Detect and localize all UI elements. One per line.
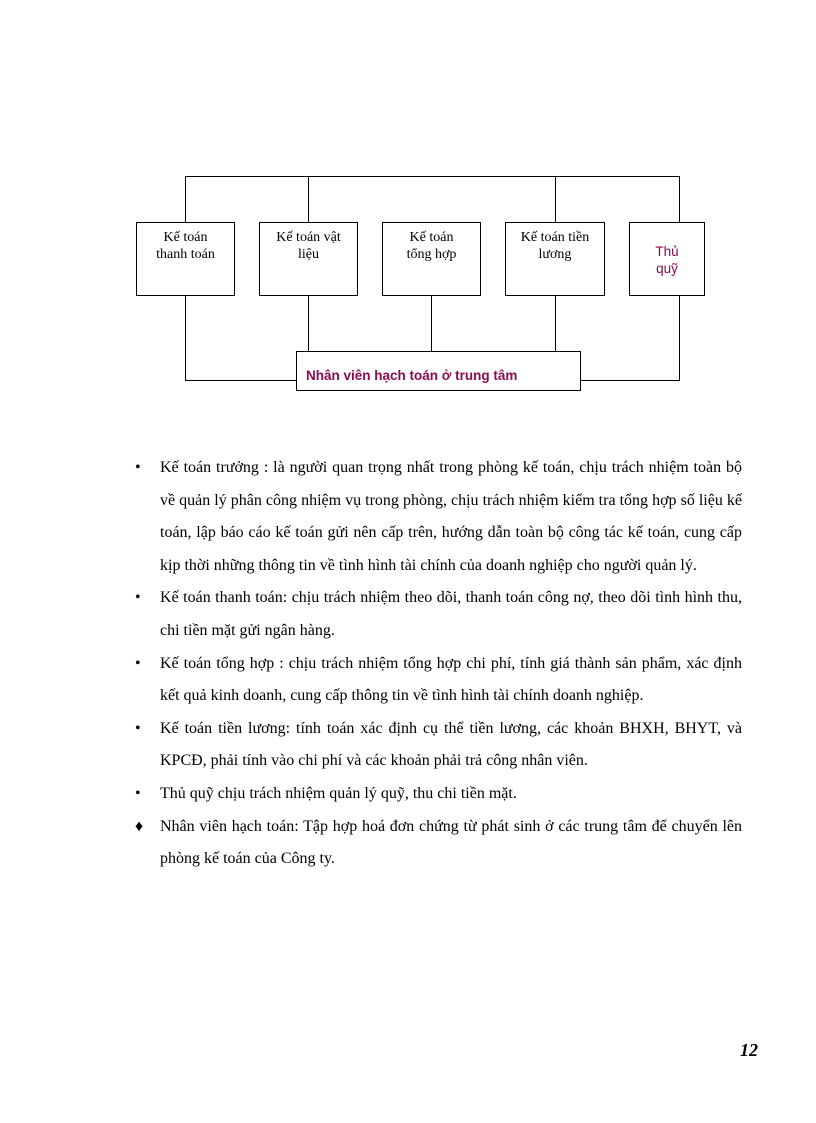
bullet-list: [130, 452, 742, 876]
list-item: [130, 452, 742, 582]
connector: [308, 296, 309, 352]
diamond-bullet-icon: ♦: [135, 817, 144, 835]
box-label-line1: Kế toán: [163, 230, 208, 245]
connector: [679, 296, 680, 381]
connector: [431, 296, 432, 352]
connector: [308, 176, 309, 223]
center-box-nhan-vien-hach-toan: [296, 351, 581, 391]
bullet-text: Kế toán thanh toán: chịu trách nhiệm theo dõi, thanh toán công nợ, theo dõi tình hình thu, chi tiền mặt gửi ngân hàng.: [160, 589, 742, 639]
org-chart: [0, 0, 816, 420]
connector: [185, 296, 186, 381]
box-ke-toan-tong-hop: [382, 222, 481, 296]
connector: [185, 176, 186, 223]
connector: [555, 296, 556, 352]
bullet-text: Thủ quỹ chịu trách nhiệm quản lý quỹ, thu chi tiền mặt.: [160, 784, 517, 802]
list-item: [130, 648, 742, 713]
box-ke-toan-vat-lieu: [259, 222, 358, 296]
bullet-text: Kế toán tiền lương: tính toán xác định cụ thể tiền lương, các khoản BHXH, BHYT, và KPCĐ, phải tính vào chi phí và các khoản phải trả công nhân viên.: [160, 719, 742, 770]
bullet-marker: •: [135, 589, 141, 607]
list-item: [130, 582, 742, 647]
box-label-line2: lương: [538, 247, 572, 262]
box-label-line2: tổng hợp: [406, 247, 457, 262]
box-label-line2: quỹ: [656, 261, 678, 276]
connector: [555, 176, 556, 223]
box-ke-toan-tien-luong: [505, 222, 605, 296]
bullet-marker: •: [135, 719, 141, 737]
box-label-line1: Kế toán: [409, 230, 454, 245]
bullet-text: Kế toán trưởng : là người quan trọng nhất trong phòng kế toán, chịu trách nhiệm toàn bộ về quản lý phân công nhiệm vụ trong phòng, chịu trách nhiệm kiểm tra tổng hợp số liệu kế toán, lập báo cáo kế toán gửi nên cấp trên, hướng dẫn toàn bộ công tác kế toán, cung cấp kịp thời những thông tin về tình hình tài chính của doanh nghiệp cho người quản lý.: [160, 459, 742, 574]
box-thu-quy: [629, 222, 705, 296]
bullet-text: Nhân viên hạch toán: Tập hợp hoá đơn chứng từ phát sinh ở các trung tâm để chuyển lên phòng kế toán của Công ty.: [160, 817, 742, 868]
bullet-marker: •: [135, 784, 141, 802]
list-item: [130, 811, 742, 876]
page-number: 12: [740, 1040, 758, 1060]
box-ke-toan-thanh-toan: [136, 222, 235, 296]
bullet-text: Kế toán tổng hợp : chịu trách nhiệm tổng hợp chi phí, tính giá thành sản phẩm, xác định kết quả kinh doanh, cung cấp thông tin về tình hình tài chính doanh nghiệp.: [160, 654, 742, 705]
box-label-line2: liệu: [298, 247, 319, 262]
box-label-line1: Thủ: [655, 244, 679, 259]
bullet-marker: •: [135, 654, 141, 672]
connector-bottom-left: [185, 380, 297, 381]
box-label-line2: thanh toán: [156, 247, 215, 262]
connector: [679, 176, 680, 223]
bullet-marker: •: [135, 459, 141, 476]
connector-bottom-right: [580, 380, 680, 381]
list-item: [130, 713, 742, 778]
box-label-line1: Kế toán tiền: [520, 230, 590, 245]
center-label: Nhân viên hạch toán ở trung tâm: [306, 368, 518, 383]
list-item: [130, 778, 742, 811]
box-label-line1: Kế toán vật: [276, 230, 341, 245]
connector-top: [185, 176, 680, 177]
